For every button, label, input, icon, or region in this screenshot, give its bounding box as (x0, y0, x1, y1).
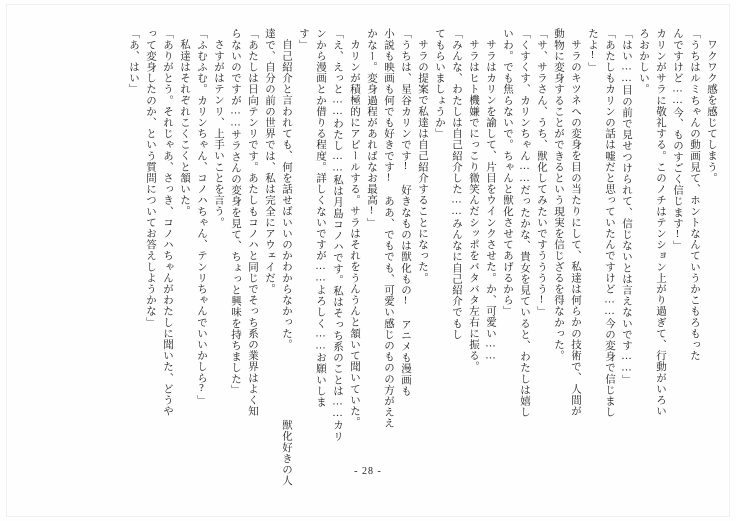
text-line: って変身したのか、という質問についてお答えしようかな」 (145, 28, 156, 328)
text-line: 動物に変身することができるという現実を信じざるを得なかった。 (553, 28, 564, 361)
text-line: ろおかしい。 (638, 28, 649, 95)
text-line: 「はい……目の前で見せつけられて、信じないとは言えないです……」 (621, 28, 632, 386)
text-line: いわ。でも焦らないで。ちゃんと獣化させてあげるから」 (502, 28, 513, 317)
text-line: かなー。変身過程があればなお最高!」 (366, 28, 377, 229)
text-line: サラのキツネへの変身を目の当たりにして、私達は何らかの技術で、人間が (570, 39, 581, 417)
text-line: 私達はそれぞれこくこくと頷いた。 (179, 39, 190, 217)
text-line: 「え、えっと……わたし……私は月島コノハです。私はそっち系のことは……カリ (332, 28, 343, 442)
text-line: サラはヒト機嫌でにっこり微笑んだシッポをバタバタ左右に振る。 (468, 39, 479, 372)
text-line: 「くすくす、カリンちゃん……だったかな、貴女を見ていると、わたしは嬉し (519, 28, 530, 418)
text-line: す」 (298, 28, 309, 51)
text-line: んですけど……今、ものすごく信じます!」 (672, 28, 683, 252)
text-line: カリンがサラに敬礼する。このノチはテンション上がり過ぎて、行動がいろい (655, 28, 666, 417)
text-line: てもらいましょうか」 (434, 28, 445, 139)
text-line: たよ!」 (587, 28, 598, 73)
text-line: 「サ、サラさん、うち、獣化してみたいですうううう!」 (536, 28, 547, 318)
text-line: ワクワク感を感じてしまう。 (706, 39, 717, 184)
text-line: サラの提案で私達は自己紹介することになった。 (417, 39, 428, 284)
text-line: 「ありがとう。それじゃあ、さっき、コノハちゃんがわたしに聞いた、どうや (162, 28, 173, 417)
text-line: ンから漫画とか借りる程度。詳しくないですが……よろしく……お願いしま (315, 28, 326, 408)
text-line: 「うちはルミちゃんの動画見て、ホントなんていうかこもろもった (689, 28, 700, 361)
page-number: - 28 - (354, 466, 382, 477)
text-line: 「みんな、わたしは自己紹介した……みんなに自己紹介でもし (451, 28, 462, 340)
text-line: 小説も映画も何でも好きです! ああ、でもでも、可愛い感じのものの方がええ (383, 28, 394, 429)
text-line: サラはカリンを諭して、片目をウインクさせた。か、可愛い…… (485, 39, 496, 362)
text-line: さすがはテンリ、上手いことを言う。 (213, 39, 224, 228)
text-line: 自己紹介と言われても、何を話せばいいのかわからなかった。 獣化好きの人 (281, 39, 292, 486)
text-line: カリンが積極的にアピールする。サラはそれをうんうんと頷いて聞いていた。 (349, 39, 360, 428)
text-line: 「ふむふむ。カリンちゃん、コノハちゃん、テンリちゃんでいいかしら?」 (196, 28, 207, 406)
text-line: 達で、自分の前の世界では、私は完全にアウェイだ。 (264, 28, 275, 295)
text-line: 「あたしもカリンの話は嘘だと思っていたんですけど……今の変身で信じまし (604, 28, 615, 418)
text-line: 「あ、はい」 (128, 28, 139, 95)
text-line: 「あたしは日向テンリです。あたしもコノハと同じでそっち系の業界はよく知 (247, 28, 258, 417)
text-line: らないのですが……サラさんの変身を見て、ちょっと興味を持ちました」 (230, 28, 241, 396)
text-line: 「うちは、星谷カリンです! 好きなものは獣化もの! アニメも漫画も (400, 28, 411, 397)
